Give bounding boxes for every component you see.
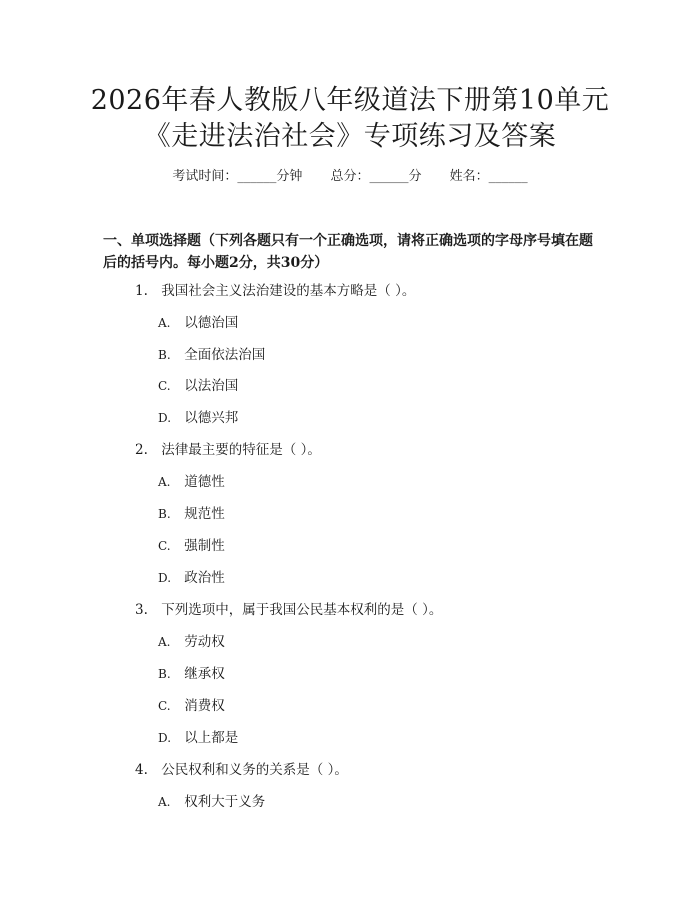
question-text: 公民权利和义务的关系是（ ）。 xyxy=(161,762,348,778)
question-text: 法律最主要的特征是（ ）。 xyxy=(161,442,321,458)
question-3 xyxy=(135,601,442,619)
question-number: 1. xyxy=(135,283,148,299)
question-number: 4. xyxy=(135,762,148,778)
total-score-field: 总分：______分 xyxy=(330,169,422,184)
option-text: 以德治国 xyxy=(184,315,239,331)
option-text: 规范性 xyxy=(184,506,225,522)
option-text: 政治性 xyxy=(184,570,225,586)
option-letter: C. xyxy=(158,379,171,393)
option-text: 权利大于义务 xyxy=(184,794,266,810)
option-letter: B. xyxy=(158,667,171,681)
option-text: 全面依法治国 xyxy=(184,347,266,363)
option-3b xyxy=(158,665,225,683)
question-2 xyxy=(135,441,321,459)
option-text: 以上都是 xyxy=(184,730,239,746)
option-text: 以法治国 xyxy=(184,378,239,394)
exam-info xyxy=(0,168,700,186)
option-3c xyxy=(158,697,225,715)
question-1 xyxy=(135,282,415,300)
option-1c xyxy=(158,377,238,395)
option-letter: D. xyxy=(158,571,172,585)
option-letter: B. xyxy=(158,507,171,521)
option-text: 强制性 xyxy=(184,538,225,554)
exam-time-field: 考试时间：______分钟 xyxy=(172,169,303,184)
student-name-field: 姓名：______ xyxy=(449,169,528,184)
title-line-1: 2026年春人教版八年级道法下册第10单元 xyxy=(90,85,610,116)
option-2d xyxy=(158,569,225,587)
option-letter: C. xyxy=(158,539,171,553)
option-text: 继承权 xyxy=(184,666,225,682)
option-3a xyxy=(158,633,225,651)
option-1b xyxy=(158,346,265,364)
question-number: 2. xyxy=(135,442,148,458)
option-letter: D. xyxy=(158,731,172,745)
option-letter: D. xyxy=(158,411,172,425)
title-line-2: 《走进法治社会》专项练习及答案 xyxy=(143,121,557,152)
question-number: 3. xyxy=(135,602,148,618)
option-letter: C. xyxy=(158,699,171,713)
option-text: 道德性 xyxy=(184,474,225,490)
option-letter: A. xyxy=(158,795,171,809)
option-1a xyxy=(158,314,238,332)
option-text: 消费权 xyxy=(184,698,225,714)
option-letter: A. xyxy=(158,635,171,649)
section-heading: 一、单项选择题（下列各题只有一个正确选项，请将正确选项的字母序号填在题后的括号内。每小题2分，共30分） xyxy=(103,233,593,271)
option-letter: A. xyxy=(158,316,171,330)
question-4 xyxy=(135,761,348,779)
option-2b xyxy=(158,505,225,523)
option-2c xyxy=(158,537,225,555)
option-letter: B. xyxy=(158,348,171,362)
option-2a xyxy=(158,473,225,491)
question-text: 我国社会主义法治建设的基本方略是（ ）。 xyxy=(161,283,416,299)
question-text: 下列选项中，属于我国公民基本权利的是（ ）。 xyxy=(161,602,443,618)
option-text: 劳动权 xyxy=(184,634,225,650)
option-4a xyxy=(158,793,265,811)
option-text: 以德兴邦 xyxy=(184,410,239,426)
option-3d xyxy=(158,729,238,747)
option-letter: A. xyxy=(158,475,171,489)
option-1d xyxy=(158,409,238,427)
